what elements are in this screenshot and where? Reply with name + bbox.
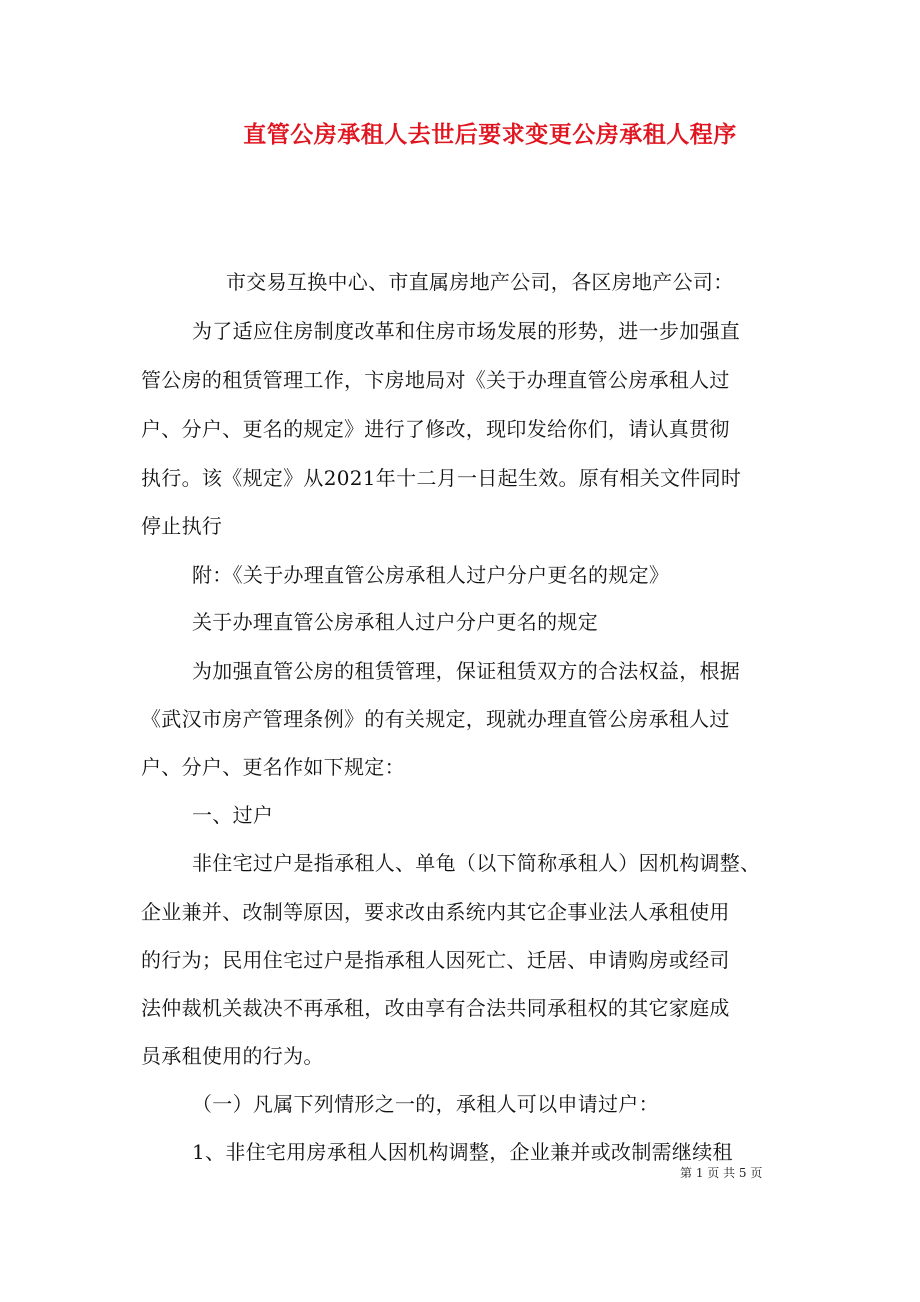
paragraph-line: 员承租使用的行为。 bbox=[141, 1044, 324, 1068]
paragraph-line: 企业兼并、改制等原因，要求改由系统内其它企事业法人承租使用 bbox=[141, 900, 730, 924]
paragraph-line: 非住宅过户是指承租人、单龟（以下简称承租人）因机构调整、 bbox=[192, 851, 761, 875]
paragraph-line: 法仲裁机关裁决不再承租，改由享有合法共同承租权的其它家庭成 bbox=[141, 996, 730, 1020]
paragraph-line: 户、分户、更名作如下规定： bbox=[141, 755, 405, 779]
paragraph-line: 《武汉市房产管理条例》的有关规定，现就办理直管公房承租人过 bbox=[141, 707, 730, 731]
document-title: 直管公房承租人去世后要求变更公房承租人程序 bbox=[243, 121, 737, 148]
paragraph-line: 附：《关于办理直管公房承租人过户分户更名的规定》 bbox=[192, 563, 670, 587]
page-number: 第 1 页 共 5 页 bbox=[680, 1166, 763, 1180]
paragraph-line: 1、非住宅用房承租人因机构调整，企业兼并或改制需继续租 bbox=[192, 1140, 733, 1164]
paragraph-line: 管公房的租赁管理工作，卞房地局对《关于办理直管公房承租人过 bbox=[141, 368, 730, 392]
paragraph-line: 为加强直管公房的租赁管理，保证租赁双方的合法权益，根据 bbox=[192, 659, 741, 683]
paragraph-line: 为了适应住房制度改革和住房市场发展的形势，进一步加强直 bbox=[192, 319, 741, 343]
paragraph-line: 户、分户、更名的规定》进行了修改，现印发给你们，请认真贯彻 bbox=[141, 417, 730, 441]
paragraph-line: （一）凡属下列情形之一的，承租人可以申请过户： bbox=[192, 1092, 659, 1116]
paragraph-line: 关于办理直管公房承租人过户分户更名的规定 bbox=[192, 610, 598, 634]
paragraph-line: 的行为；民用住宅过户是指承租人因死亡、迁居、申请购房或经司 bbox=[141, 948, 730, 972]
section-heading: 一、过户 bbox=[192, 803, 274, 827]
paragraph-line: 停止执行 bbox=[141, 514, 223, 538]
paragraph-line: 市交易互换中心、市直属房地产公司，各区房地产公司： bbox=[226, 270, 734, 294]
paragraph-line: 执行。该《规定》从2021年十二月一日起生效。原有相关文件同时 bbox=[141, 466, 742, 490]
